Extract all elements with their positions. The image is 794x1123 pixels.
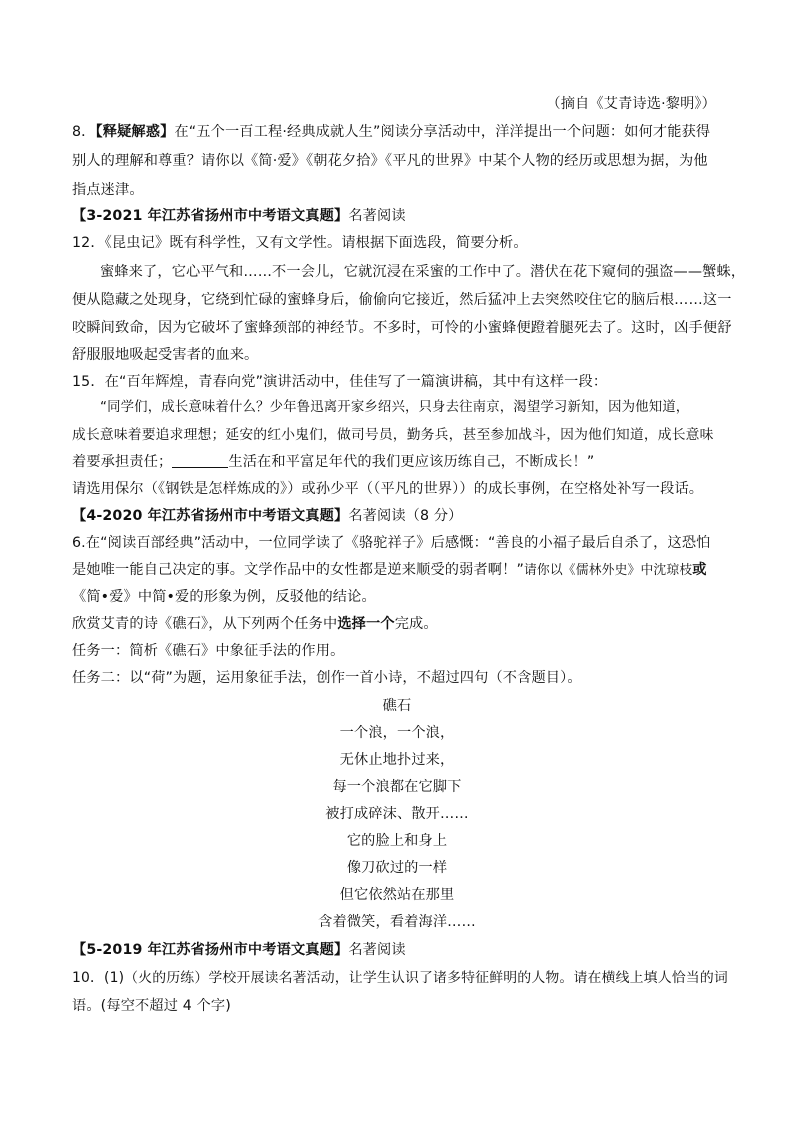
speech-line-3-end: 生活在和平富足年代的我们更应该历练自己，不断成长！” [228,454,595,470]
q8-tag: 【释疑解惑】 [95,124,175,140]
speech-line-1: “同学们，成长意味着什么？少年鲁迅离开家乡绍兴，只身去往南京，渴望学习新知，因为他知道， [100,400,690,415]
q12-prompt: 12．《昆虫记》既有科学性，又有文学性。请根据下面选段，简要分析。 [72,235,528,251]
poem-line-6: 像刀砍过的一样 [346,860,448,876]
excerpt-line-4: 舒服服地吸起受害者的血来。 [72,347,259,363]
q8-line-1 [72,122,710,142]
section4-subtitle: 名著阅读（8 分） [348,508,463,524]
q6-line-2-ask: 请你以《儒林外史》中沈琼枝 [523,563,693,578]
q6-line-2-or: 或 [692,562,707,578]
q8-line-3: 指点迷津。 [72,182,144,198]
poem-line-4: 被打成碎沫、散开…… [325,806,469,822]
section3-header [72,206,406,226]
poem-title: 礁石 [382,698,412,714]
excerpt-line-1: 蜜蜂来了，它心平气和……不一会儿，它就沉浸在采蜜的工作中了。潜伏在花下窥伺的强盗——蟹蛛， [100,264,746,280]
section4-header [72,506,463,526]
q15-prompt: 15．在“百年辉煌，青春向党”演讲活动中，佳佳写了一篇演讲稿，其中有这样一段： [72,374,608,390]
q6-line-2 [72,560,707,581]
q8-line-2: 别人的理解和尊重？请你以《简·爱》《朝花夕拾》《平凡的世界》中某个人物的经历或思想为据，为他 [72,153,708,169]
speech-line-2: 成长意味着要追求理想；延安的红小鬼们，做司号员，勤务兵，甚至参加战斗，因为他们知道，成长意味 [72,427,714,443]
speech-line-3 [72,452,594,472]
poem-line-8: 含着微笑，看着海洋…… [318,914,476,930]
q6-line-2-main: 是她唯一能自己决定的事。文学作品中的女性都是逆来顺受的弱者啊！” [72,562,524,578]
poem-intro-start: 欣赏艾青的诗《礁石》，从下列两个任务中 [72,616,338,632]
q8-number: 8． [72,124,96,140]
excerpt-line-3: 咬瞬间致命，因为它破坏了蜜蜂颈部的神经节。不多时，可怜的小蜜蜂便蹬着腿死去了。这时，凶手便舒 [72,320,732,336]
q15-instruction: 请选用保尔（《钢铁是怎样炼成的》）或孙少平（（平凡的世界））的成长事例，在空格处补写一段话。 [72,481,704,497]
task-2: 任务二：以“荷”为题，运用象征手法，创作一首小诗，不超过四句（不含题目）。 [72,670,582,686]
q10-line-1: 10．(1)（火的历练）学校开展读名著活动，让学生认识了诸多特征鲜明的人物。请在横线上填人恰当的词 [72,970,728,986]
poem-intro-end: 完成。 [394,616,438,632]
section5-title: 【5-2019 年江苏省扬州市中考语文真题】 [72,942,349,958]
section5-header [72,940,406,960]
poem-line-7: 但它依然站在那里 [339,887,455,903]
q10-line-2: 语。(每空不超过 4 个字) [72,998,231,1014]
q6-line-3: 《简•爱》中简•爱的形象为例，反驳他的结论。 [72,589,376,605]
source-note: （摘自《艾青诗选·黎明》） [546,96,716,112]
q6-line-1: 6.在“阅读百部经典”活动中，一位同学读了《骆驼祥子》后感慨：“善良的小福子最后自杀了，这恐怕 [72,535,711,551]
poem-line-2: 无休止地扑过来， [339,752,455,768]
speech-line-3-start: 着要承担责任； [72,454,173,470]
section3-title: 【3-2021 年江苏省扬州市中考语文真题】 [72,208,349,224]
q8-text: 在“五个一百工程·经典成就人生”阅读分享活动中，洋洋提出一个问题：如何才能获得 [174,124,711,140]
excerpt-line-2: 便从隐藏之处现身，它绕到忙碌的蜜蜂身后，偷偷向它接近，然后猛冲上去突然咬住它的脑后根……这一 [72,292,732,308]
task-1: 任务一：简析《礁石》中象征手法的作用。 [72,643,345,659]
section4-title: 【4-2020 年江苏省扬州市中考语文真题】 [72,508,349,524]
section5-subtitle: 名著阅读 [348,942,406,958]
section3-subtitle: 名著阅读 [348,208,406,224]
poem-line-3: 每一个浪都在它脚下 [332,779,462,795]
poem-line-5: 它的脸上和身上 [346,833,448,849]
fill-blank[interactable] [172,453,228,468]
poem-intro-emphasis: 选择一个 [337,616,395,632]
poem-line-1: 一个浪，一个浪， [339,725,455,741]
poem-intro [72,614,438,634]
